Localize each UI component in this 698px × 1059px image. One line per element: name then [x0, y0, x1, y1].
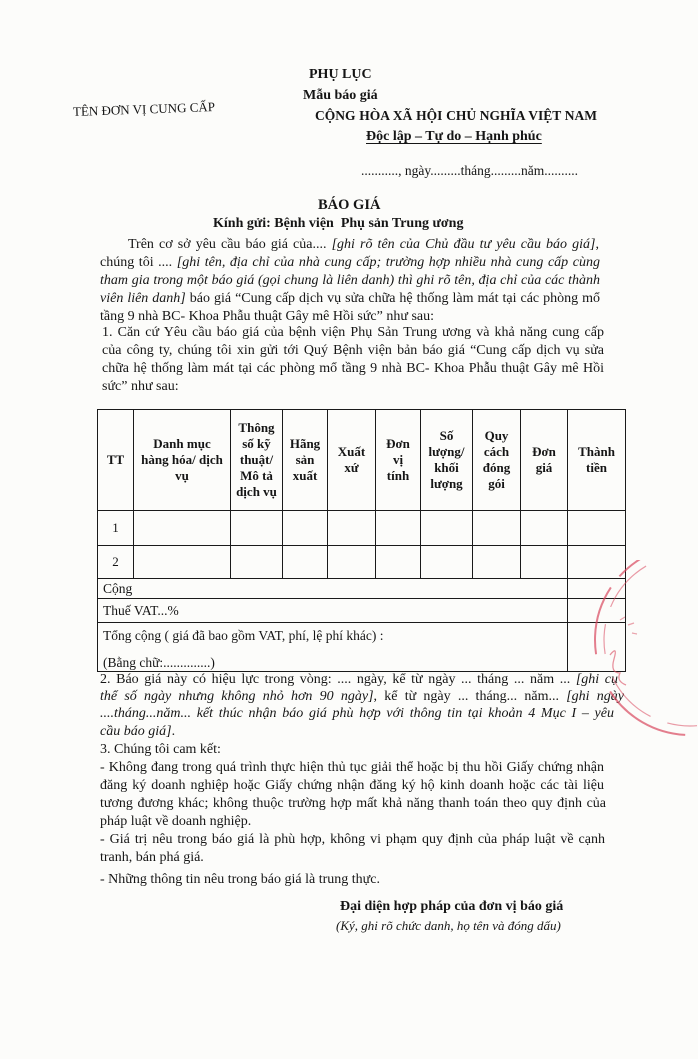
intro-placeholder: [ghi tên, địa chỉ của nhà cung cấp; trường hợp nhiều nhà cung cấp cùng	[176, 255, 600, 270]
item3-line: - Những thông tin nêu trong báo giá là trung thực.	[100, 872, 380, 887]
signature-title: Đại diện hợp pháp của đơn vị báo giá	[340, 899, 564, 914]
seal-mark	[610, 651, 626, 685]
intro-placeholder: tham gia trong một báo giá (gọi chung là liên danh) thì ghi rõ tên, địa chỉ của các thành	[100, 273, 600, 288]
intro-line	[100, 254, 600, 272]
item3-line: - Không đang trong quá trình thực hiện thủ tục giải thể hoặc bị thu hồi Giấy chứng nhận	[100, 760, 604, 775]
item3-line: tương đương khác; không thuộc trường hợp mất khả năng thanh toán theo quy định của	[100, 796, 606, 811]
item2-line	[100, 723, 175, 741]
table-cell	[421, 546, 473, 579]
date-line: ..........., ngày.........tháng.........năm..........	[361, 163, 578, 178]
vat-row	[98, 599, 626, 623]
table-cell	[283, 546, 328, 579]
table-cell	[473, 511, 521, 546]
item1-line: 1. Căn cứ Yêu cầu báo giá của bệnh viện Phụ Sản Trung ương và khả năng cung cấp	[102, 325, 604, 340]
item2-text: .	[171, 724, 176, 739]
item3-line: pháp luật về doanh nghiệp.	[100, 814, 252, 829]
column-header-manufacturer: Hãng sản xuất	[283, 410, 328, 511]
table-cell	[231, 511, 283, 546]
item3-heading: 3. Chúng tôi cam kết:	[100, 742, 221, 757]
item2-placeholder: [ghi ngày	[566, 689, 624, 704]
intro-line	[128, 236, 599, 254]
quotation-table	[97, 409, 626, 672]
form-name: Mẫu báo giá	[303, 88, 378, 103]
row-index: 1	[98, 511, 134, 546]
item2-text: , kể từ ngày ... tháng... năm...	[373, 689, 567, 704]
national-motto: Độc lập – Tự do – Hạnh phúc	[366, 129, 542, 144]
intro-placeholder: [ghi rõ tên của Chủ đầu tư yêu cầu báo giá]	[331, 237, 596, 252]
total-cell	[98, 623, 568, 672]
column-header-specification: Thông số kỹ thuật/ Mô tả dịch vụ	[231, 410, 283, 511]
total-row	[98, 623, 626, 672]
table-cell	[376, 546, 421, 579]
table-cell	[376, 511, 421, 546]
table-cell	[521, 511, 568, 546]
table-cell	[134, 511, 231, 546]
total-label: Tổng cộng ( giá đã bao gồm VAT, phí, lệ phí khác) :	[103, 628, 384, 643]
item1-line: chữa hệ thống làm mát tại các phòng mổ tầng 9 nhà BC- Khoa Phẫu thuật Gây mê Hồi	[102, 361, 604, 376]
table-cell	[473, 546, 521, 579]
item2-placeholder: [ghi cụ	[575, 672, 618, 687]
table-cell	[328, 511, 376, 546]
table-cell	[283, 511, 328, 546]
intro-text: chúng tôi ....	[100, 255, 177, 270]
column-header-packaging: Quy cách đóng gói	[473, 410, 521, 511]
table-row	[98, 511, 626, 546]
intro-text: báo giá “Cung cấp dịch vụ sửa chữa hệ thống làm mát tại các phòng mổ	[185, 291, 601, 306]
table-header-row	[98, 410, 626, 511]
item2-placeholder: thể số ngày nhưng không nhỏ hơn 90 ngày]	[100, 689, 374, 704]
red-seal-stamp	[560, 560, 698, 740]
row-index: 2	[98, 546, 134, 579]
table-cell	[328, 546, 376, 579]
document-title: BÁO GIÁ	[318, 197, 381, 213]
intro-text: Trên cơ sở yêu cầu báo giá của....	[128, 237, 332, 252]
table-cell	[231, 546, 283, 579]
item2-line	[100, 688, 624, 706]
table-cell	[421, 511, 473, 546]
item2-placeholder: cầu báo giá]	[100, 724, 172, 739]
item2-line	[100, 705, 614, 723]
intro-text: tầng 9 nhà BC- Khoa Phẫu thuật Gây mê Hồi sức” như sau:	[100, 309, 435, 324]
column-header-unit: Đơn vị tính	[376, 410, 421, 511]
column-header-unit-price: Đơn giá	[521, 410, 568, 511]
table-row	[98, 546, 626, 579]
column-header-quantity: Số lượng/ khối lượng	[421, 410, 473, 511]
subtotal-row	[98, 579, 626, 599]
supplier-name-placeholder: TÊN ĐƠN VỊ CUNG CẤP	[72, 99, 216, 119]
intro-placeholder: viên liên danh]	[100, 291, 186, 306]
addressee: Kính gửi: Bệnh viện Phụ sản Trung ương	[213, 216, 464, 231]
national-title: CỘNG HÒA XÃ HỘI CHỦ NGHĨA VIỆT NAM	[315, 108, 597, 123]
item3-line: - Giá trị nêu trong báo giá là phù hợp, không vi phạm quy định của pháp luật về cạnh	[100, 832, 605, 847]
seal-outer-ring	[595, 560, 698, 735]
item2-line	[100, 671, 618, 689]
item1-line: sức” như sau:	[102, 379, 179, 394]
seal-mark	[620, 617, 637, 634]
total-in-words: (Bằng chữ:..............)	[103, 655, 215, 670]
column-header-item: Danh mục hàng hóa/ dịch vụ	[134, 410, 231, 511]
item3-line: tranh, bán phá giá.	[100, 850, 204, 865]
intro-line	[100, 272, 600, 290]
subtotal-label: Cộng	[98, 579, 568, 599]
column-header-origin: Xuất xứ	[328, 410, 376, 511]
intro-line	[100, 290, 600, 308]
column-header-amount: Thành tiền	[568, 410, 626, 511]
table-cell	[568, 511, 626, 546]
signature-note: (Ký, ghi rõ chức danh, họ tên và đóng dấu)	[336, 918, 561, 933]
column-header-index: TT	[98, 410, 134, 511]
item2-placeholder: ....tháng...năm... kết thúc nhận báo giá phù hợp với thông tin tại khoản 4 Mục I – yêu	[100, 706, 614, 721]
intro-text: ,	[595, 237, 599, 252]
item2-text: 2. Báo giá này có hiệu lực trong vòng: .... ngày, kể từ ngày ... tháng ... năm ...	[100, 672, 576, 687]
appendix-heading: PHỤ LỤC	[309, 67, 372, 82]
table-cell	[134, 546, 231, 579]
item1-line: của công ty, chúng tôi xin gửi tới Quý Bệnh viện bản báo giá “Cung cấp dịch vụ sửa	[102, 343, 604, 358]
item3-line: đăng ký doanh nghiệp hoặc Giấy chứng nhận đăng ký hộ kinh doanh hoặc các tài liệu	[100, 778, 604, 793]
vat-label: Thuế VAT...%	[98, 599, 568, 623]
